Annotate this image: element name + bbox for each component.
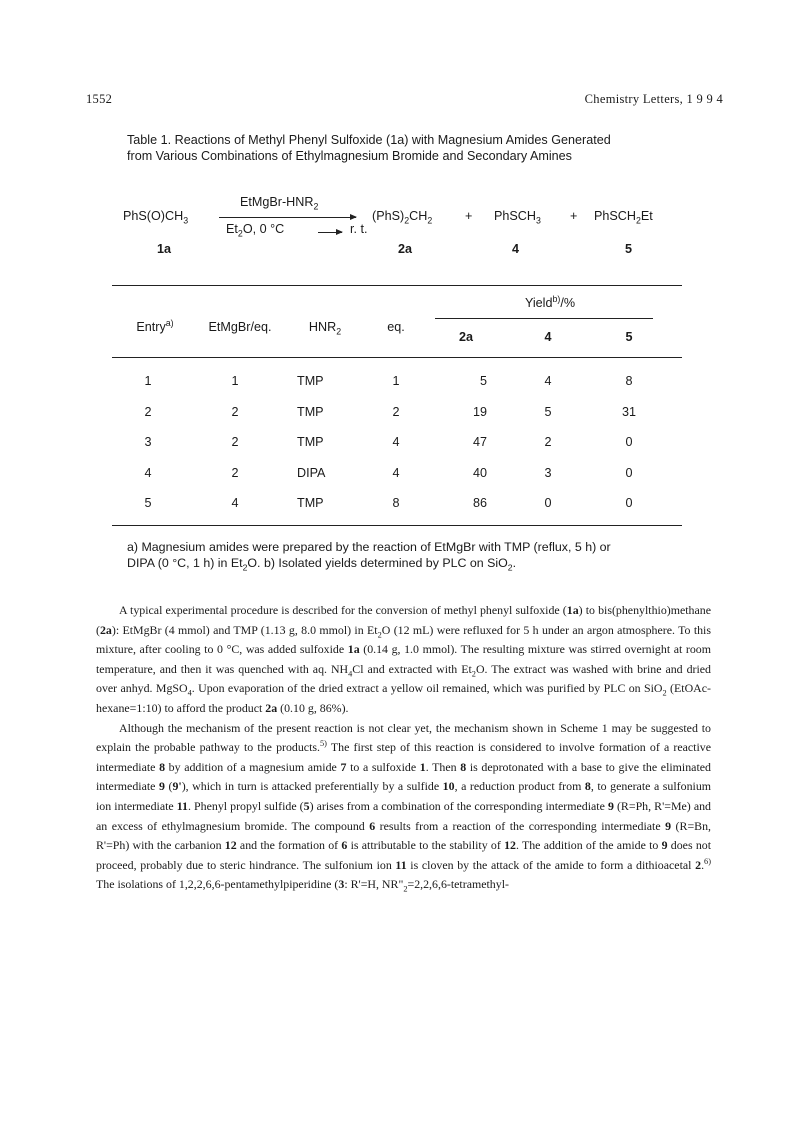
yield-span-rule — [435, 318, 653, 319]
cell-etmgbr: 1 — [231, 374, 239, 388]
table-caption-line2: from Various Combinations of Ethylmagnesium Bromide and Secondary Amines — [127, 149, 572, 163]
cell-entry: 3 — [144, 435, 152, 449]
cell-entry: 4 — [144, 466, 152, 480]
product-2a-label: 2a — [398, 242, 413, 256]
reagent: EtMgBr-$HNR_2$ — [240, 195, 319, 212]
cell-entry: 5 — [144, 496, 152, 510]
cell-yield-4: 0 — [544, 496, 552, 510]
footnote-line1: a) Magnesium amides were prepared by the reaction of EtMgBr with TMP (reflux, 5 h) or — [127, 540, 611, 554]
page-number: 1552 — [86, 92, 113, 106]
header-entry: Entry$^{a)}$ — [136, 317, 174, 334]
table-bottom-rule — [112, 525, 682, 526]
header-etmgbr: EtMgBr/eq. — [208, 320, 272, 334]
table-footnotes — [127, 539, 687, 571]
cell-entry: 1 — [144, 374, 152, 388]
reaction-conditions: $Et_2O$, 0 °C — [226, 222, 285, 239]
header-yield: Yield$^{b)}$/% — [524, 293, 576, 310]
cell-yield-4: 2 — [544, 435, 552, 449]
cell-eq: 8 — [392, 496, 400, 510]
journal-header: Chemistry Letters, 1 9 9 4 — [584, 92, 723, 106]
reactant: $PhS(O)CH_3$ — [123, 209, 189, 226]
paragraph-mechanism: Although the mechanism of the present reaction is not clear yet, the mechanism shown in Scheme 1 may be suggested to explain the probable pathway to the products.$^{5)}$ The first step of this reaction is considered to involve formation of a reactive intermediate 8 by addition of a magnesium amide 7 to a sulfoxide 1. Then 8 is deprotonated with a base to give the eliminated intermediate 9 (9'), which in turn is attacked preferentially by a sulfide 10, a reduction product from 8, to generate a sulfonium ion intermediate 11. Phenyl propyl sulfide (5) arises from a combination of the corresponding intermediate 9 (R=Ph, R'=Me) and an excess of ethylmagnesium bromide. The compound 6 results from a reaction of the corresponding intermediate 9 (R=Bn, R'=Ph) with the carbanion 12 and the formation of 6 is attributable to the stability of 12. The addition of the amide to 9 does not proceed, probably due to steric hindrance. The sulfonium ion 11 is cloven by the attack of the amide to form a dithioacetal 2.$^{6)}$ The isolations of 1,2,2,6,6-pentamethylpiperidine (3: R'=H, $NR"_2=2,2,6,6-tetramethyl-$ — [96, 720, 712, 894]
cell-etmgbr: 2 — [231, 405, 239, 419]
cell-yield-2a: 86 — [472, 496, 487, 510]
cell-hnr2: TMP — [297, 435, 324, 449]
cell-yield-4: 4 — [544, 374, 552, 388]
cell-yield-4: 3 — [544, 466, 552, 480]
table-top-rule — [112, 285, 682, 286]
header-hnr2: $HNR_2$ — [308, 320, 342, 337]
cell-yield-5: 31 — [621, 405, 636, 419]
cell-yield-5: 0 — [625, 435, 633, 449]
cell-eq: 4 — [392, 466, 400, 480]
cell-yield-2a: 40 — [472, 466, 487, 480]
cell-etmgbr: 4 — [231, 496, 239, 510]
cell-etmgbr: 2 — [231, 466, 239, 480]
cell-eq: 1 — [392, 374, 400, 388]
cell-hnr2: TMP — [297, 374, 324, 388]
plus-sign: + — [465, 209, 473, 223]
article-body — [96, 601, 711, 895]
cell-yield-5: 0 — [625, 466, 633, 480]
plus-sign: + — [570, 209, 578, 223]
cell-yield-4: 5 — [544, 405, 552, 419]
reactant-label: 1a — [157, 242, 172, 256]
cell-yield-2a: 19 — [472, 405, 487, 419]
reaction-scheme — [0, 0, 793, 270]
table-caption-line1: Table 1. Reactions of Methyl Phenyl Sulfoxide (1a) with Magnesium Amides Generated — [127, 133, 611, 147]
cell-yield-5: 0 — [625, 496, 633, 510]
product-4-label: 4 — [512, 242, 520, 256]
header-yield-5: 5 — [625, 330, 633, 344]
header-yield-2a: 2a — [458, 330, 473, 344]
header-bottom-rule — [112, 357, 682, 358]
cell-hnr2: DIPA — [297, 466, 326, 480]
cell-etmgbr: 2 — [231, 435, 239, 449]
paragraph-procedure: A typical experimental procedure is described for the conversion of methyl phenyl sulfoxide (1a) to bis(phenylthio)methane (2a): EtMgBr (4 mmol) and TMP (1.13 g, 8.0 mmol) in $Et_2O$ (12 mL) were refluxed for 5 h under an argon atmosphere. To this mixture, after cooling to 0 °C, was added sulfoxide 1a (0.14 g, 1.0 mmol). The resulting mixture was stirred overnight at room temperature, and then it was quenched with aq. $NH_4Cl$ and extracted with $Et_2O$. The extract was washed with brine and dried over anhyd. MgSO$_4$. Upon evaporation of the dried extract a yellow oil remained, which was purified by PLC on SiO$_2$ (EtOAc-hexane=1:10) to afford the product 2a (0.10 g, 86%). — [96, 603, 711, 715]
product-5-label: 5 — [625, 242, 633, 256]
cell-eq: 2 — [392, 405, 400, 419]
temperature-arrow — [318, 232, 342, 233]
cell-entry: 2 — [144, 405, 152, 419]
reaction-arrow — [219, 217, 356, 218]
product-4: PhSCH$_3$ — [494, 209, 541, 226]
header-yield-4: 4 — [544, 330, 552, 344]
product-5: PhSCH$_2$Et — [594, 209, 653, 226]
cell-eq: 4 — [392, 435, 400, 449]
cell-yield-5: 8 — [625, 374, 633, 388]
cell-hnr2: TMP — [297, 496, 324, 510]
product-2a: $(PhS)_2CH_2$ — [372, 209, 433, 226]
reaction-temperature: r. t. — [350, 222, 368, 236]
cell-yield-2a: 47 — [472, 435, 487, 449]
footnote-line2: DIPA (0 °C, 1 h) in $Et_2O$. b) Isolated yields determined by PLC on SiO$_2$. — [127, 556, 517, 573]
cell-hnr2: TMP — [297, 405, 324, 419]
header-eq: eq. — [387, 320, 405, 334]
cell-yield-2a: 5 — [479, 374, 487, 388]
